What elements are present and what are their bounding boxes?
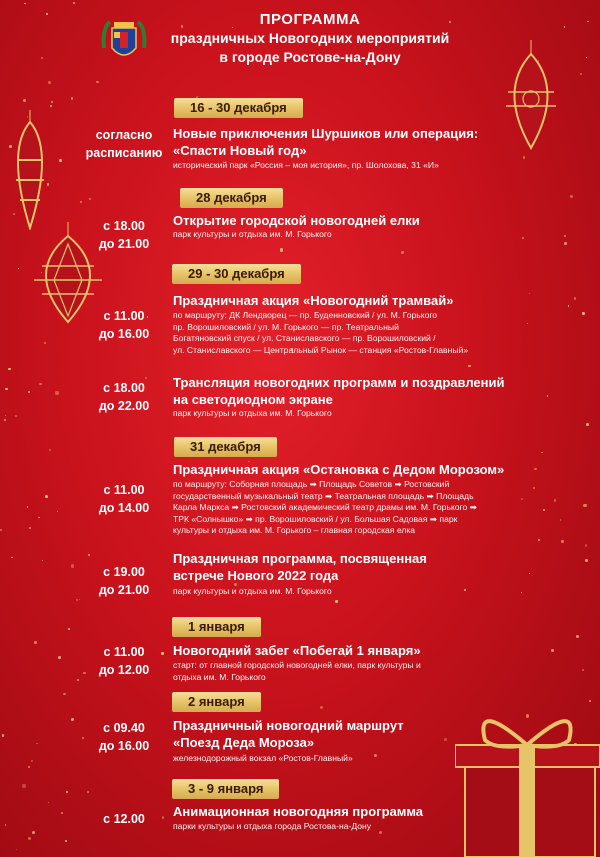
event-date-banner: 16 - 30 декабря [174,98,303,118]
sparkle-dot [87,791,89,793]
sparkle-dot [23,99,26,102]
sparkle-dot [574,297,576,299]
sparkle-dot [335,600,338,603]
sparkle-dot [22,784,25,787]
city-crest-icon [100,18,148,64]
sparkle-dot [4,419,6,421]
event-time: с 11.00 до 12.00 [98,645,150,677]
sparkle-dot [320,706,323,709]
event-title: Анимационная новогодняя программа [173,804,424,819]
page-header [150,10,470,67]
event-place: по маршруту: ДК Лендворец — пр. Буденновский / ул. М. Горького пр. Ворошиловский / ул. М. Горького — пр. Театральный Богатяновский спуск / ул. Станиславского — пр. Ворошиловский / ул. Станиславского — Центральный Рынок — станция «Ростов-Главный» [173,310,469,355]
event-title: Праздничная программа, посвященная встрече Нового 2022 года [173,551,427,583]
event-title: Новые приключения Шуршиков или операция: «Спасти Новый год» [173,126,479,158]
sparkle-dot [58,656,61,659]
sparkle-dot [28,837,31,840]
sparkle-dot [28,766,30,768]
sparkle-dot [468,365,471,368]
sparkle-dot [34,641,37,644]
event-title: Праздничная акция «Новогодний трамвай» [173,293,454,308]
event-time: с 09.40 до 16.00 [98,721,150,753]
event-place: исторический парк «Россия – моя история», пр. Шолохова, 31 «И» [173,160,439,170]
sparkle-dot [89,198,91,200]
sparkle-dot [586,57,587,58]
sparkle-dot [586,423,589,426]
sparkle-dot [63,693,65,695]
sparkle-dot [41,57,43,59]
event-time: с 11.00 до 16.00 [98,309,150,341]
event-time: согласно расписанию [85,128,163,160]
header-city: в городе Ростове-на-Дону [219,49,401,65]
event-time: с 18.00 до 21.00 [98,219,150,251]
event-title: Трансляция новогодних программ и поздравлений на светодиодном экране [173,375,505,407]
sparkle-dot [5,824,6,825]
sparkle-dot [38,517,39,518]
event-title: Праздничная акция «Остановка с Дедом Морозом» [173,462,505,477]
event-date-banner: 3 - 9 января [172,779,279,799]
event-place: старт: от главной городской новогодней елки, парк культуры и отдыха им. М. Горького [173,660,421,682]
sparkle-dot [24,3,26,5]
sparkle-dot [0,529,2,531]
sparkle-dot [582,669,584,671]
sparkle-dot [570,195,573,198]
sparkle-dot [48,81,51,84]
event-date-banner: 29 - 30 декабря [172,264,301,284]
sparkle-dot [568,305,569,306]
event-time: с 11.00 до 14.00 [98,483,150,515]
sparkle-dot [5,388,7,390]
sparkle-dot [39,383,41,385]
sparkle-dot [2,734,4,736]
sparkle-dot [15,415,17,417]
sparkle-dot [18,268,19,269]
sparkle-dot [31,760,33,762]
sparkle-dot [580,73,582,75]
sparkle-dot [51,101,53,103]
header-title: ПРОГРАММА [259,11,361,28]
sparkle-dot [564,242,567,245]
sparkle-dot [80,201,83,204]
event-place: парк культуры и отдыха им. М. Горького [173,408,332,418]
sparkle-dot [8,368,11,371]
sparkle-dot [554,499,556,501]
sparkle-dot [45,495,48,498]
sparkle-dot [28,391,30,393]
event-place: по маршруту: Соборная площадь ➡ Площадь Советов ➡ Ростовский государственный музыкальный театр ➡ Театральная площадь ➡ Площадь Карла Маркса ➡ Ростовский академический театр драмы им. М. Горького ➡ ТРК «Солнышко» ➡ пр. Ворошиловский / ул. Большая Садовая ➡ парк культуры и отдыха им. М. Горького – главная городская елка [173,479,477,536]
sparkle-dot [65,840,67,842]
sparkle-dot [541,452,543,454]
event-date-banner: 28 декабря [180,188,283,208]
sparkle-dot [401,251,404,254]
sparkle-dot [50,105,52,107]
sparkle-dot [564,26,565,27]
sparkle-dot [585,559,587,561]
sparkle-dot [68,628,70,630]
sparkle-dot [5,415,6,416]
sparkle-dot [71,97,73,99]
event-title: Новогодний забег «Побегай 1 января» [173,643,421,658]
sparkle-dot [55,391,58,394]
sparkle-dot [59,159,62,162]
sparkle-dot [576,635,579,638]
sparkle-dot [11,557,12,558]
sparkle-dot [587,21,588,22]
sparkle-dot [66,791,69,794]
sparkle-dot [49,449,51,451]
event-date-banner: 31 декабря [174,437,277,457]
header-subtitle: праздничных Новогодних мероприятий [170,30,450,46]
sparkle-dot [582,312,585,315]
sparkle-dot [42,560,43,561]
event-title: Праздничный новогодний маршрут «Поезд Деда Мороза» [173,718,404,750]
event-time: с 19.00 до 21.00 [98,565,150,597]
ornament-bauble-icon [4,110,56,230]
sparkle-dot [560,519,562,521]
event-time: с 18.00 до 22.00 [98,381,150,413]
sparkle-dot [61,812,63,814]
event-place: парк культуры и отдыха им. М. Горького [173,586,332,596]
event-title: Открытие городской новогодней елки [173,213,420,228]
sparkle-dot [585,544,587,546]
sparkle-dot [57,511,58,512]
sparkle-dot [280,248,283,251]
sparkle-dot [32,831,35,834]
sparkle-dot [73,2,75,4]
event-place: железнодорожный вокзал «Ростов-Главный» [173,753,353,763]
sparkle-dot [44,342,46,344]
sparkle-dot [583,504,586,507]
event-date-banner: 1 января [172,617,261,637]
sparkle-dot [88,554,90,556]
sparkle-dot [16,849,17,850]
sparkle-dot [76,599,78,601]
sparkle-dot [48,802,49,803]
sparkle-dot [29,527,31,529]
sparkle-dot [96,81,98,83]
sparkle-dot [561,540,564,543]
event-place: парки культуры и отдыха города Ростова-на-Дону [173,821,372,831]
event-time: с 12.00 [103,812,145,826]
sparkle-dot [564,235,566,237]
event-place: парк культуры и отдыха им. М. Горького [173,229,332,239]
sparkle-dot [538,539,540,541]
event-date-banner: 2 января [172,692,261,712]
sparkle-dot [46,13,48,15]
sparkle-dot [27,506,28,507]
sparkle-dot [36,743,38,745]
